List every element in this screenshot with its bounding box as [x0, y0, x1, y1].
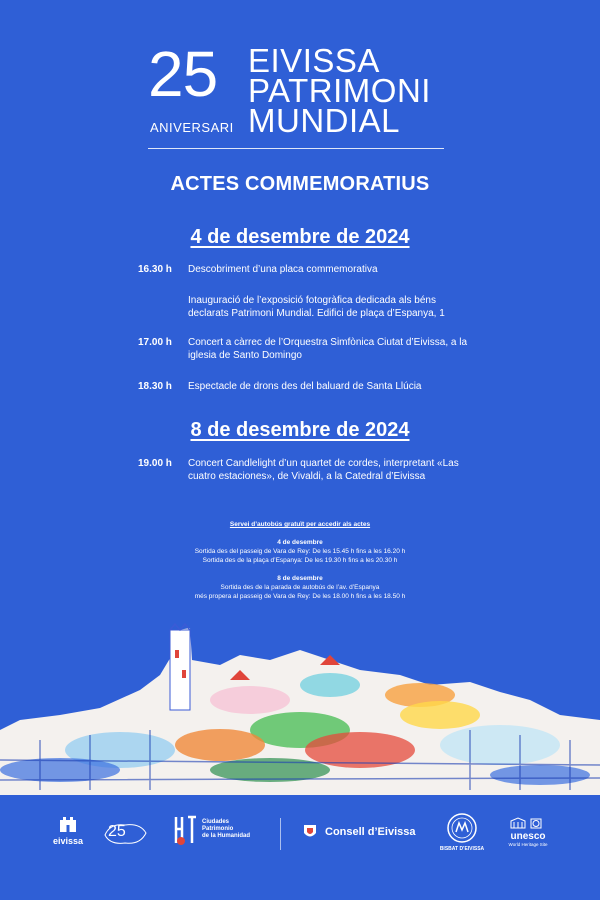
bus-title: Servei d’autobús gratuït per accedir als actes — [229, 521, 371, 528]
dalt-vila-painting — [0, 620, 600, 795]
anniversary-logo — [100, 815, 150, 849]
title-block — [248, 42, 431, 139]
event-description: Descobriment d’una placa commemorativa — [188, 264, 378, 275]
title-line: EIVISSA — [248, 42, 380, 79]
bisbat-logo — [438, 812, 486, 852]
consell-label: Consell d’Eivissa — [325, 826, 416, 838]
bus-line: Sortida des de la parada de autobús de l’av. d’Espanya — [220, 584, 380, 591]
ciudades-mark-icon — [172, 815, 198, 847]
ciudades-line: de la Humanidad — [202, 833, 251, 839]
eivissa-logo — [48, 812, 88, 846]
unesco-emblem-icon — [509, 817, 547, 829]
ciudades-line: Patrimonio — [202, 826, 234, 832]
event-description: Concert a càrrec de l’Orquestra Simfònica Ciutat d’Eivissa, a la iglesia de Santo Domingo — [188, 337, 468, 361]
unesco-logo — [503, 817, 553, 847]
bisbat-label: BISBAT D’EIVISSA — [439, 846, 485, 852]
event-time: 17.00 h — [138, 337, 172, 348]
bus-line: Sortida des de la plaça d’Espanya: De les 19.30 h fins a les 20.30 h — [202, 557, 398, 564]
bus-info — [0, 520, 600, 601]
unesco-label: unesco — [510, 831, 546, 842]
anniversary-label: ANIVERSARI — [150, 120, 234, 135]
title-line: PATRIMONI — [248, 72, 431, 109]
date-heading: 8 de desembre de 2024 — [190, 419, 410, 441]
consell-shield-icon — [303, 824, 317, 840]
header-divider — [148, 148, 444, 149]
unesco-sublabel: World Heritage Site — [508, 842, 548, 847]
event-description: Espectacle de drons des del baluard de Santa Llúcia — [188, 381, 422, 392]
title-line: MUNDIAL — [248, 102, 401, 139]
castle-icon — [57, 812, 79, 834]
bus-line: més propera al passeig de Vara de Rey: De les 18.00 h fins a les 18.50 h — [194, 593, 406, 600]
bus-date: 8 de desembre — [277, 575, 323, 582]
footer-divider — [280, 818, 281, 850]
event-description: Inauguració de l’exposició fotogràfica dedicada als béns declarats Patrimoni Mundial. Edifici de plaça d’Espanya, 1 — [188, 295, 445, 319]
date-heading: 4 de desembre de 2024 — [190, 226, 410, 248]
section-title: ACTES COMMEMORATIUS — [170, 173, 430, 195]
ciudades-line: Ciudades — [202, 819, 230, 825]
eivissa-label: eivissa — [52, 836, 84, 846]
footer — [0, 795, 600, 900]
event-time: 19.00 h — [138, 458, 172, 469]
anniversary-number: 25 — [148, 38, 218, 110]
event-description: Concert Candlelight d’un quartet de cordes, interpretant «Las cuatro estaciones», de Vivaldi, a la Catedral d’Eivissa — [188, 458, 459, 482]
event-time: 16.30 h — [138, 264, 172, 275]
bisbat-seal-icon — [446, 812, 478, 844]
bus-date: 4 de desembre — [277, 539, 323, 546]
event-time: 18.30 h — [138, 381, 172, 392]
anniversary-logo-number: 25 — [108, 823, 126, 840]
bus-line: Sortida des del passeig de Vara de Rey: De les 15.45 h fins a les 16.20 h — [194, 548, 406, 555]
